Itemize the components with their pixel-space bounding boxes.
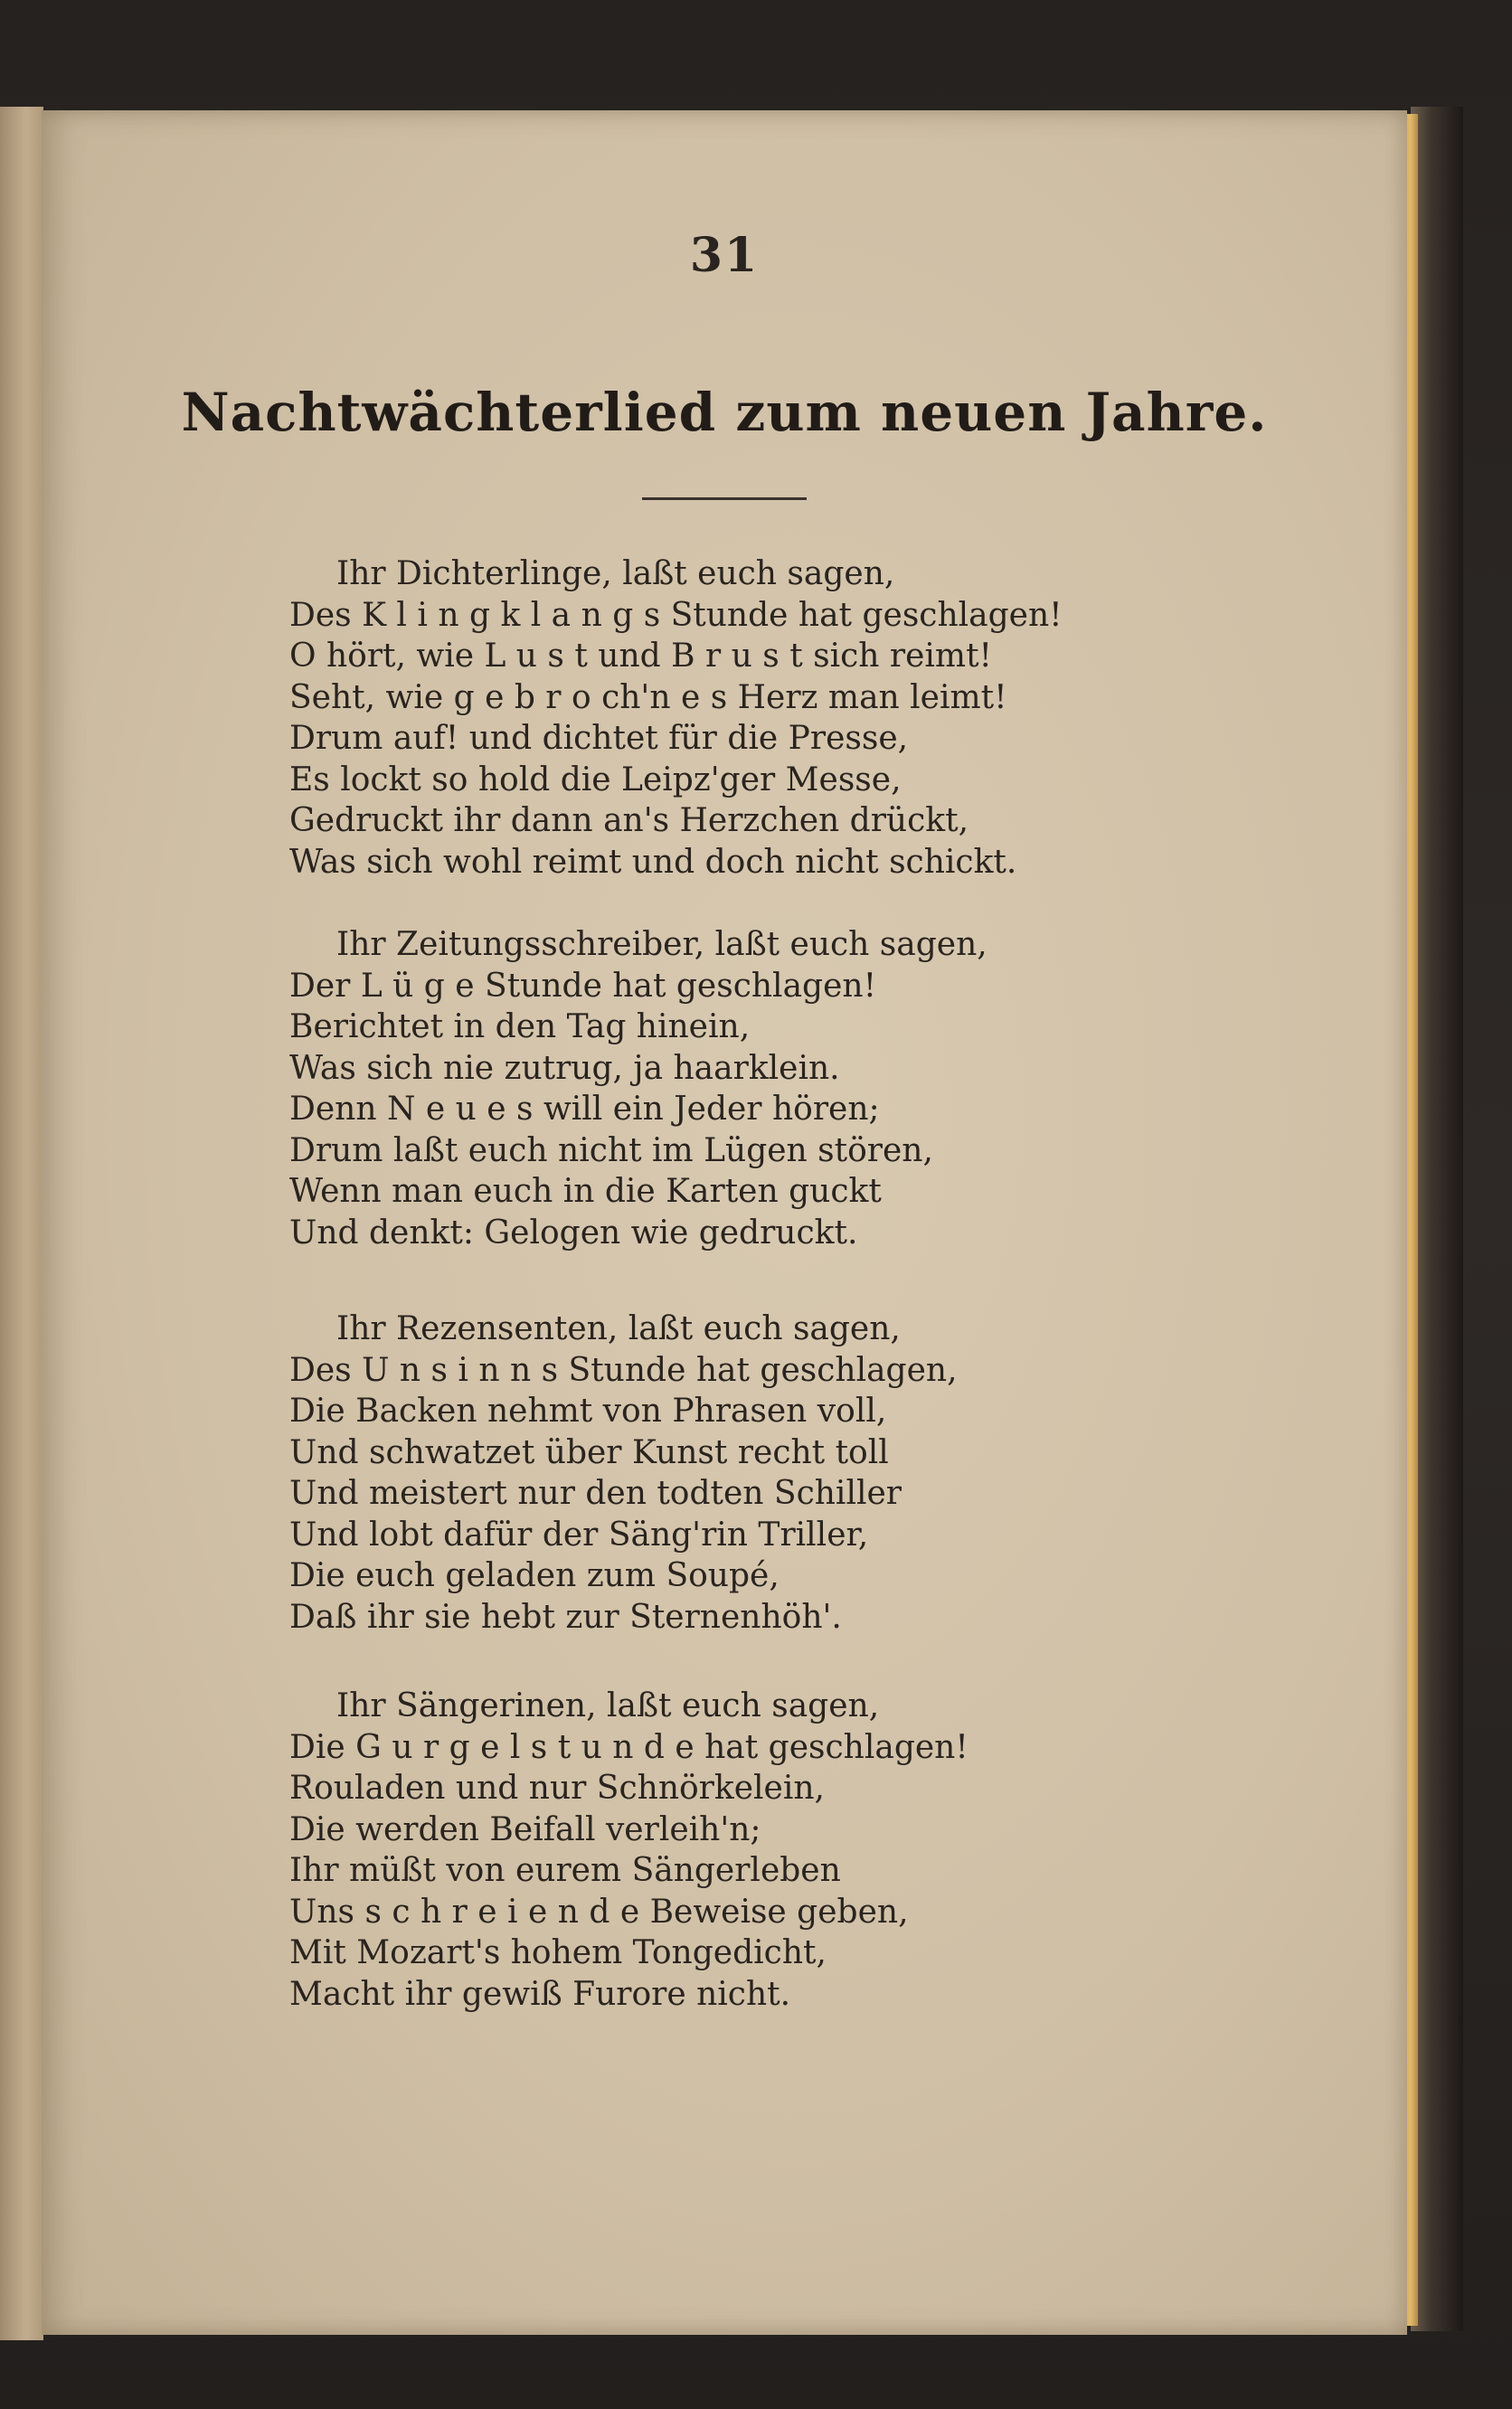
verse-line: Gedruckt ihr dann an's Herzchen drückt, bbox=[289, 802, 969, 839]
verse-line: Denn N e u e s will ein Jeder hören; bbox=[289, 1091, 880, 1128]
verse-line: Berichtet in den Tag hinein, bbox=[289, 1008, 751, 1045]
verse-line: Der L ü g e Stunde hat geschlagen! bbox=[289, 967, 877, 1005]
title-divider bbox=[642, 497, 807, 500]
poem-title: Nachtwächterlied zum neuen Jahre. bbox=[181, 382, 1268, 443]
stanza-1 bbox=[289, 553, 1320, 883]
verse-line: Und schwatzet über Kunst recht toll bbox=[289, 1433, 889, 1471]
verse-line: Drum auf! und dichtet für die Presse, bbox=[289, 720, 909, 757]
verse-line: Des U n s i n n s Stunde hat geschlagen, bbox=[289, 1351, 958, 1389]
verse-line: Ihr müßt von eurem Sängerleben bbox=[289, 1852, 841, 1889]
verse-line: Ihr Rezensenten, laßt euch sagen, bbox=[336, 1310, 901, 1347]
verse-line: Uns s c h r e i e n d e Beweise geben, bbox=[289, 1893, 909, 1931]
verse-line: O hört, wie L u s t und B r u s t sich reimt! bbox=[289, 638, 993, 675]
verse-line: Die euch geladen zum Soupé, bbox=[289, 1557, 780, 1594]
stanza-4 bbox=[289, 1686, 1320, 2015]
verse-line: Ihr Sängerinen, laßt euch sagen, bbox=[336, 1687, 880, 1724]
verse-line: Und meistert nur den todten Schiller bbox=[289, 1475, 902, 1512]
verse-line: Ihr Dichterlinge, laßt euch sagen, bbox=[336, 555, 895, 592]
verse-line: Und denkt: Gelogen wie gedruckt. bbox=[289, 1214, 858, 1252]
verse-line: Was sich nie zutrug, ja haarklein. bbox=[289, 1049, 840, 1087]
verse-line: Die werden Beifall verleih'n; bbox=[289, 1810, 761, 1848]
verse-line: Die Backen nehmt von Phrasen voll, bbox=[289, 1393, 887, 1430]
verse-line: Daß ihr sie hebt zur Sternenhöh'. bbox=[289, 1598, 842, 1636]
verse-line: Es lockt so hold die Leipz'ger Messe, bbox=[289, 760, 902, 798]
page-number: 31 bbox=[689, 228, 760, 283]
verse-line: Macht ihr gewiß Furore nicht. bbox=[289, 1975, 791, 2013]
verse-line: Und lobt dafür der Säng'rin Triller, bbox=[289, 1516, 869, 1554]
verse-line: Drum laßt euch nicht im Lügen stören, bbox=[289, 1131, 933, 1169]
stanza-3 bbox=[289, 1308, 1320, 1638]
stanza-2 bbox=[289, 924, 1320, 1253]
verse-line: Was sich wohl reimt und doch nicht schickt. bbox=[289, 843, 1017, 881]
verse-line: Die G u r g e l s t u n d e hat geschlagen! bbox=[289, 1728, 969, 1766]
verse-line: Mit Mozart's hohem Tongedicht, bbox=[289, 1934, 827, 1971]
previous-page-edge bbox=[0, 107, 43, 2340]
book-page bbox=[42, 110, 1407, 2335]
book-binding bbox=[1411, 107, 1463, 2331]
verse-line: Ihr Zeitungsschreiber, laßt euch sagen, bbox=[336, 926, 988, 963]
verse-line: Des K l i n g k l a n g s Stunde hat geschlagen! bbox=[289, 596, 1063, 634]
verse-line: Rouladen und nur Schnörkelein, bbox=[289, 1770, 825, 1807]
verse-line: Wenn man euch in die Karten guckt bbox=[289, 1173, 882, 1210]
verse-line: Seht, wie g e b r o ch'n e s Herz man leimt! bbox=[289, 678, 1007, 716]
